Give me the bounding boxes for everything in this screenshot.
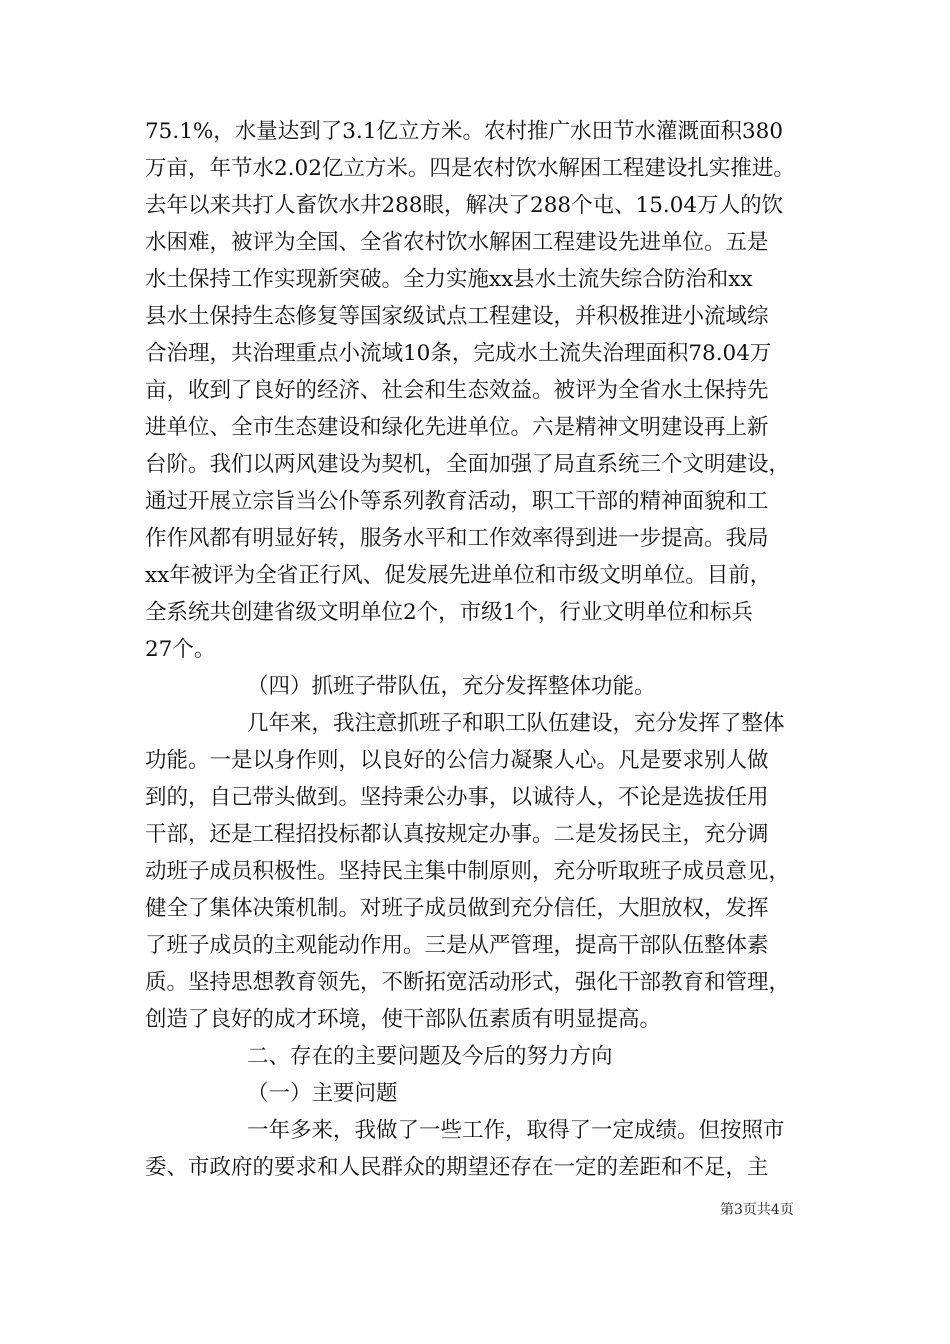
- paragraph-line: 了班子成员的主观能动作用。三是从严管理，提高干部队伍整体素: [145, 933, 769, 958]
- paragraph-line: 健全了集体决策机制。对班子成员做到充分信任，大胆放权，发挥: [145, 896, 769, 921]
- section-heading: 二、存在的主要问题及今后的努力方向: [247, 1044, 613, 1069]
- paragraph-line: 台阶。我们以两风建设为契机，全面加强了局直系统三个文明建设，: [145, 452, 791, 477]
- paragraph-line: 75.1%，水量达到了3.1亿立方米。农村推广水田节水灌溉面积380: [145, 119, 784, 144]
- paragraph-line: 几年来，我注意抓班子和职工队伍建设，充分发挥了整体: [247, 711, 785, 736]
- paragraph-line: 去年以来共打人畜饮水井288眼，解决了288个屯、15.04万人的饮: [145, 193, 784, 218]
- paragraph-line: 质。坚持思想教育领先，不断拓宽活动形式，强化干部教育和管理，: [145, 970, 791, 995]
- paragraph-line: 进单位、全市生态建设和绿化先进单位。六是精神文明建设再上新: [145, 415, 769, 440]
- section-heading: （四）抓班子带队伍，充分发挥整体功能。: [247, 674, 656, 699]
- paragraph-line: 水困难，被评为全国、全省农村饮水解困工程建设先进单位。五是: [145, 230, 769, 255]
- paragraph-line: 动班子成员积极性。坚持民主集中制原则，充分听取班子成员意见，: [145, 859, 791, 884]
- paragraph-line: 全系统共创建省级文明单位2个，市级1个，行业文明单位和标兵: [145, 600, 753, 625]
- paragraph-line: 27个。: [145, 637, 216, 662]
- paragraph-line: 一年多来，我做了一些工作，取得了一定成绩。但按照市: [247, 1118, 785, 1143]
- paragraph-line: 功能。一是以身作则，以良好的公信力凝聚人心。凡是要求别人做: [145, 748, 769, 773]
- paragraph-line: 通过开展立宗旨当公仆等系列教育活动，职工干部的精神面貌和工: [145, 489, 769, 514]
- paragraph-line: 万亩，年节水2.02亿立方米。四是农村饮水解困工程建设扎实推进。: [145, 156, 795, 181]
- paragraph-line: 亩，收到了良好的经济、社会和生态效益。被评为全省水土保持先: [145, 378, 769, 403]
- paragraph-line: 水土保持工作实现新突破。全力实施xx县水土流失综合防治和xx: [145, 267, 753, 292]
- paragraph-line: 委、市政府的要求和人民群众的期望还存在一定的差距和不足，主: [145, 1155, 769, 1180]
- paragraph-line: 创造了良好的成才环境，使干部队伍素质有明显提高。: [145, 1007, 662, 1032]
- page-number: 第3页共4页: [720, 1202, 794, 1218]
- paragraph-line: 到的，自己带头做到。坚持秉公办事，以诚待人，不论是选拔任用: [145, 785, 769, 810]
- paragraph-line: 干部，还是工程招投标都认真按规定办事。二是发扬民主，充分调: [145, 822, 769, 847]
- paragraph-line: 作作风都有明显好转，服务水平和工作效率得到进一步提高。我局: [145, 526, 769, 551]
- paragraph-line: 县水土保持生态修复等国家级试点工程建设，并积极推进小流域综: [145, 304, 769, 329]
- paragraph-line: 合治理，共治理重点小流域10条，完成水土流失治理面积78.04万: [145, 341, 772, 366]
- paragraph-line: xx年被评为全省正行风、促发展先进单位和市级文明单位。目前，: [145, 563, 772, 588]
- subsection-heading: （一）主要问题: [247, 1081, 398, 1106]
